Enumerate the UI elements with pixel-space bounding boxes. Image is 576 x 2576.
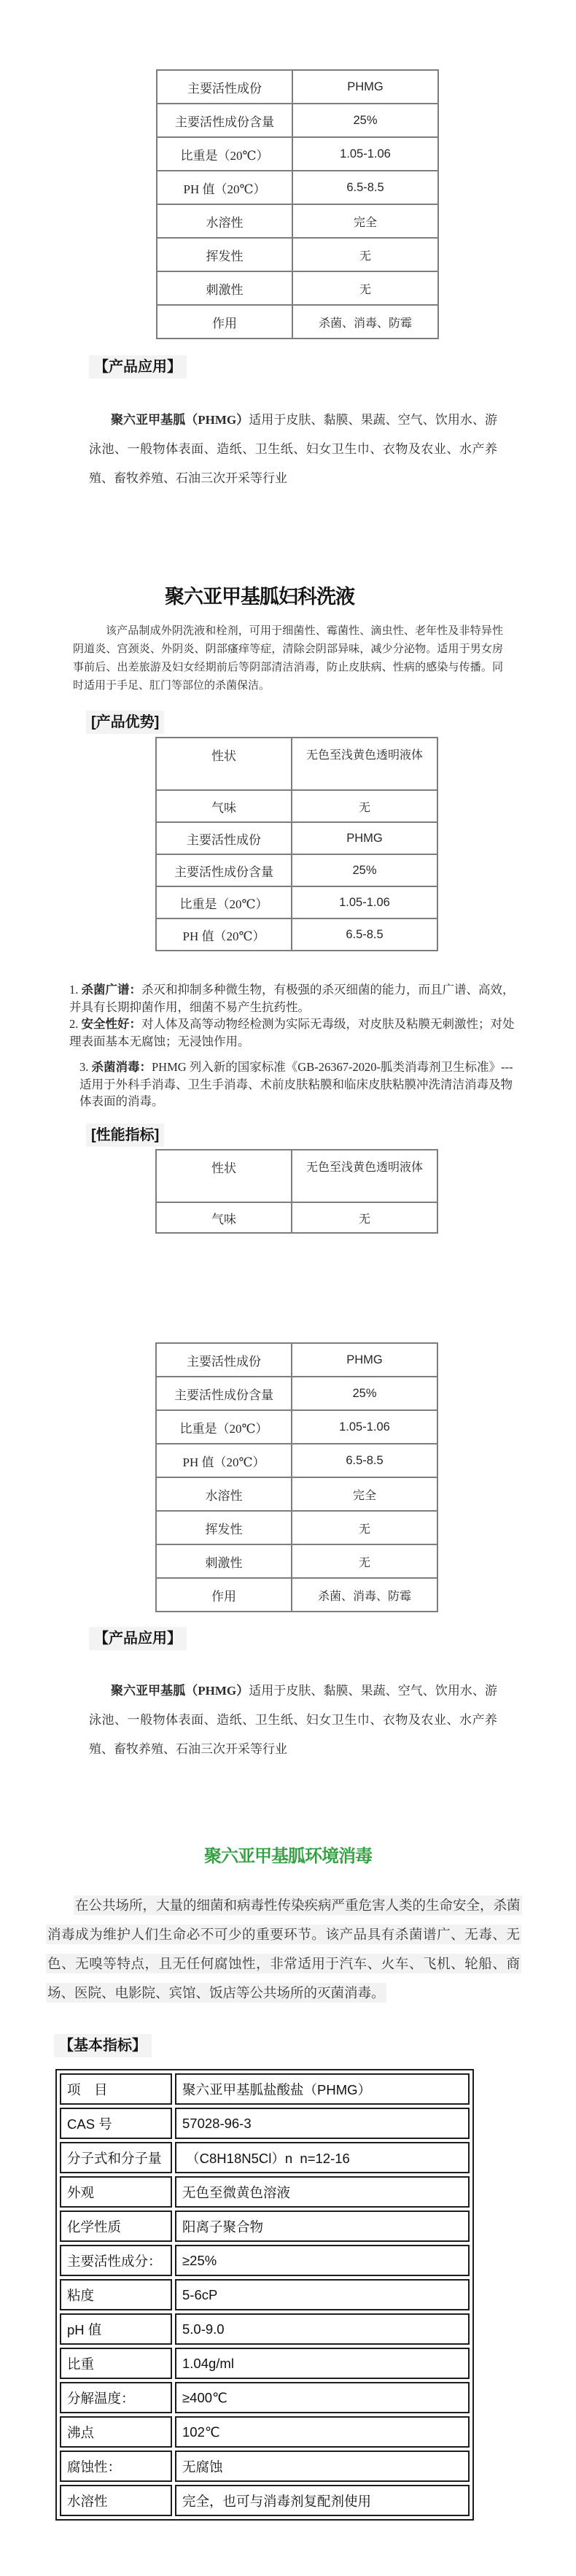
row-value-cell: 无 (292, 1544, 437, 1578)
table-row (156, 822, 437, 854)
row-value-cell: 25% (292, 854, 437, 886)
row-label-cell: 主要活性成份 (156, 1343, 292, 1377)
application-paragraph-lead: 聚六亚甲基胍（PHMG） (111, 1684, 249, 1698)
row-label-cell: 主要活性成份含量 (156, 854, 292, 886)
row-value-cell: 1.05-1.06 (292, 1410, 437, 1444)
row-label-cell: 比重是（20℃） (156, 1410, 292, 1444)
row-label-cell: pH 值 (60, 2313, 172, 2345)
table-row (157, 104, 438, 137)
advantage-item-term: 安全性好： (81, 1017, 141, 1031)
env-intro-highlighted-text: 在公共场所，大量的细菌和病毒性传染疾病严重危害人类的生命安全，杀菌消毒成为维护人们生命必不可少的重要环节。该产品具有杀菌谱广、无毒、无色、无嗅等特点，且无任何腐蚀性，非常适用于汽车、火车、飞机、轮船、商场、医院、电影院、宾馆、饭店等公共场所的灭菌消毒。 (46, 1895, 522, 2003)
application-paragraph-1 (89, 406, 497, 493)
row-label-cell: 挥发性 (156, 1511, 292, 1544)
table-row (60, 2485, 470, 2516)
table-row (157, 171, 438, 204)
table-row (157, 305, 438, 339)
table-row (156, 1343, 437, 1377)
row-value-cell: ≥400℃ (175, 2382, 470, 2413)
row-label-cell: 性状 (156, 1150, 292, 1202)
row-value-cell: 102℃ (175, 2416, 470, 2448)
table-row (60, 2382, 470, 2413)
table-row (60, 2176, 470, 2208)
row-value-cell: PHMG (292, 70, 438, 104)
row-value-cell: 无色至浅黄色透明液体 (292, 738, 437, 790)
table-row (156, 1544, 437, 1578)
table-row (156, 1377, 437, 1410)
row-label-cell: PH 值（20℃） (157, 171, 292, 204)
row-label-cell: 外观 (60, 2176, 172, 2208)
advantage-item-term: 杀菌消毒： (91, 1060, 152, 1074)
table-row (60, 2416, 470, 2448)
row-label-cell: 刺激性 (156, 1544, 292, 1578)
spec-table-repeat (155, 1342, 438, 1612)
table-row (60, 2245, 470, 2276)
row-value-cell: 无色至浅黄色透明液体 (292, 1150, 437, 1202)
table-row (156, 886, 437, 918)
row-value-cell: 无 (292, 238, 438, 271)
table-row (156, 1578, 437, 1612)
row-value-cell: 1.05-1.06 (292, 137, 438, 171)
row-label-cell: 粘度 (60, 2279, 172, 2310)
table-row (157, 70, 438, 104)
spec-table-top (156, 69, 439, 339)
basic-indicator-table (55, 2069, 474, 2521)
row-value-cell: 1.05-1.06 (292, 886, 437, 918)
row-label-cell: PH 值（20℃） (156, 1444, 292, 1477)
advantage-item-description: PHMG 列入新的国家标准《GB-26367-2020-胍类消毒剂卫生标准》---适用于外科手消毒、卫生手消毒、术前皮肤粘膜和临床皮肤粘膜冲洗清洁消毒及物体表面的消毒。 (79, 1060, 513, 1108)
advantage-item-number: 1. (69, 983, 82, 997)
row-value-cell: 25% (292, 1377, 437, 1410)
row-label-cell: 气味 (156, 1202, 292, 1233)
env-intro-paragraph (46, 1891, 521, 2008)
advantage-item-number: 2. (69, 1017, 82, 1031)
table-row (60, 2073, 470, 2105)
row-value-cell: （C8H18N5Cl）n n=12-16 (175, 2142, 470, 2173)
advantage-item-term: 杀菌广谱： (81, 983, 141, 997)
section-title-fuke: 聚六亚甲基胍妇科洗液 (165, 586, 354, 608)
row-label-cell: 性状 (156, 738, 292, 790)
row-label-cell: 腐蚀性： (60, 2451, 172, 2482)
application-paragraph-lead: 聚六亚甲基胍（PHMG） (111, 413, 249, 427)
row-label-cell: 水溶性 (157, 204, 292, 238)
row-label-cell: 比重是（20℃） (157, 137, 292, 171)
section-header-application-2: 【产品应用】 (89, 1627, 187, 1650)
row-value-cell: 6.5-8.5 (292, 918, 437, 951)
table-row (156, 790, 437, 822)
table-row (156, 1150, 437, 1202)
row-value-cell: 无 (292, 1511, 437, 1544)
row-value-cell: 阳离子聚合物 (175, 2211, 470, 2242)
row-label-cell: 沸点 (60, 2416, 172, 2448)
section-header-performance: [性能指标] (86, 1123, 164, 1147)
table-row (156, 1444, 437, 1477)
row-label-cell: 主要活性成份 (156, 822, 292, 854)
row-value-cell: 5-6cP (175, 2279, 470, 2310)
row-value-cell: 无色至微黄色溶液 (175, 2176, 470, 2208)
table-row (157, 238, 438, 271)
table-row (157, 137, 438, 171)
section-header-application-1: 【产品应用】 (89, 355, 187, 379)
application-paragraph-2 (89, 1676, 497, 1764)
row-label-cell: 挥发性 (157, 238, 292, 271)
row-value-cell: 6.5-8.5 (292, 1444, 437, 1477)
advantage-table (155, 737, 438, 951)
advantage-item (69, 981, 517, 1016)
row-label-cell: 刺激性 (157, 271, 292, 305)
row-value-cell: PHMG (292, 1343, 437, 1377)
row-value-cell: 5.0-9.0 (175, 2313, 470, 2345)
row-label-cell: 项 目 (60, 2073, 172, 2105)
application-paragraph-rest: 适用于皮肤、黏膜、果蔬、空气、饮用水、游泳池、一般物体表面、造纸、卫生纸、妇女卫生巾、衣物及农业、水产养殖、畜牧养殖、石油三次开采等行业 (89, 413, 497, 485)
table-row (156, 918, 437, 951)
section-header-advantage: [产品优势] (86, 711, 164, 734)
row-label-cell: 主要活性成份含量 (157, 104, 292, 137)
table-row (60, 2348, 470, 2379)
row-label-cell: 作用 (157, 305, 292, 339)
advantage-item (69, 1016, 517, 1050)
application-paragraph-rest: 适用于皮肤、黏膜、果蔬、空气、饮用水、游泳池、一般物体表面、造纸、卫生纸、妇女卫生巾、衣物及农业、水产养殖、畜牧养殖、石油三次开采等行业 (89, 1684, 497, 1756)
row-label-cell: 比重 (60, 2348, 172, 2379)
table-row (157, 204, 438, 238)
advantage-item-description: 对人体及高等动物经检测为实际无毒级，对皮肤及粘膜无刺激性；对处理表面基本无腐蚀；无浸蚀作用。 (69, 1017, 515, 1048)
advantage-item-description: 杀灭和抑制多种微生物，有极强的杀灭细菌的能力，而且广谱、高效，并具有长期抑菌作用，细菌不易产生抗药性。 (69, 983, 515, 1014)
section-header-basic: 【基本指标】 (54, 2034, 152, 2057)
row-value-cell: 杀菌、消毒、防霉 (292, 1578, 437, 1612)
table-row (156, 1477, 437, 1511)
row-label-cell: 主要活性成分： (60, 2245, 172, 2276)
table-row (156, 738, 437, 790)
row-label-cell: 化学性质 (60, 2211, 172, 2242)
row-value-cell: 完全，也可与消毒剂复配剂使用 (175, 2485, 470, 2516)
row-value-cell: 1.04g/ml (175, 2348, 470, 2379)
section-title-env: 聚六亚甲基胍环境消毒 (204, 1846, 372, 1866)
performance-table (155, 1149, 438, 1234)
row-value-cell: 完全 (292, 204, 438, 238)
row-label-cell: 水溶性 (156, 1477, 292, 1511)
row-value-cell: 25% (292, 104, 438, 137)
advantage-list (69, 981, 517, 1110)
row-label-cell: CAS 号 (60, 2108, 172, 2139)
row-value-cell: 完全 (292, 1477, 437, 1511)
row-value-cell: 无腐蚀 (175, 2451, 470, 2482)
row-value-cell: PHMG (292, 822, 437, 854)
table-row (60, 2142, 470, 2173)
row-label-cell: 分解温度： (60, 2382, 172, 2413)
fuke-intro-paragraph: 该产品制成外阴洗液和栓剂，可用于细菌性、霉菌性、滴虫性、老年性及非特异性阴道炎、宫颈炎、外阴炎、阴部瘙痒等症，清除会阴部异味，减少分泌物。适用于男女房事前后、出差旅游及妇女经期前后等阴部清洁消毒，防止皮肤病、性病的感染与传播。同时适用于手足、肛门等部位的杀菌保洁。 (73, 625, 503, 692)
row-label-cell: 水溶性 (60, 2485, 172, 2516)
table-row (60, 2451, 470, 2482)
advantage-item-number: 3. (79, 1060, 92, 1074)
row-value-cell: 57028-96-3 (175, 2108, 470, 2139)
table-row (156, 854, 437, 886)
table-row (157, 271, 438, 305)
row-value-cell: 无 (292, 271, 438, 305)
row-label-cell: 比重是（20℃） (156, 886, 292, 918)
table-row (60, 2313, 470, 2345)
table-row (156, 1410, 437, 1444)
row-label-cell: 作用 (156, 1578, 292, 1612)
row-label-cell: PH 值（20℃） (156, 918, 292, 951)
table-row (60, 2211, 470, 2242)
row-value-cell: 无 (292, 790, 437, 822)
row-value-cell: 聚六亚甲基胍盐酸盐（PHMG） (175, 2073, 470, 2105)
row-label-cell: 主要活性成份 (157, 70, 292, 104)
row-value-cell: 6.5-8.5 (292, 171, 438, 204)
table-row (60, 2279, 470, 2310)
row-value-cell: ≥25% (175, 2245, 470, 2276)
table-row (156, 1511, 437, 1544)
row-value-cell: 杀菌、消毒、防霉 (292, 305, 438, 339)
row-label-cell: 主要活性成份含量 (156, 1377, 292, 1410)
row-label-cell: 分子式和分子量 (60, 2142, 172, 2173)
row-label-cell: 气味 (156, 790, 292, 822)
row-value-cell: 无 (292, 1202, 437, 1233)
table-row (60, 2108, 470, 2139)
table-row (156, 1202, 437, 1233)
advantage-item (69, 1059, 517, 1110)
